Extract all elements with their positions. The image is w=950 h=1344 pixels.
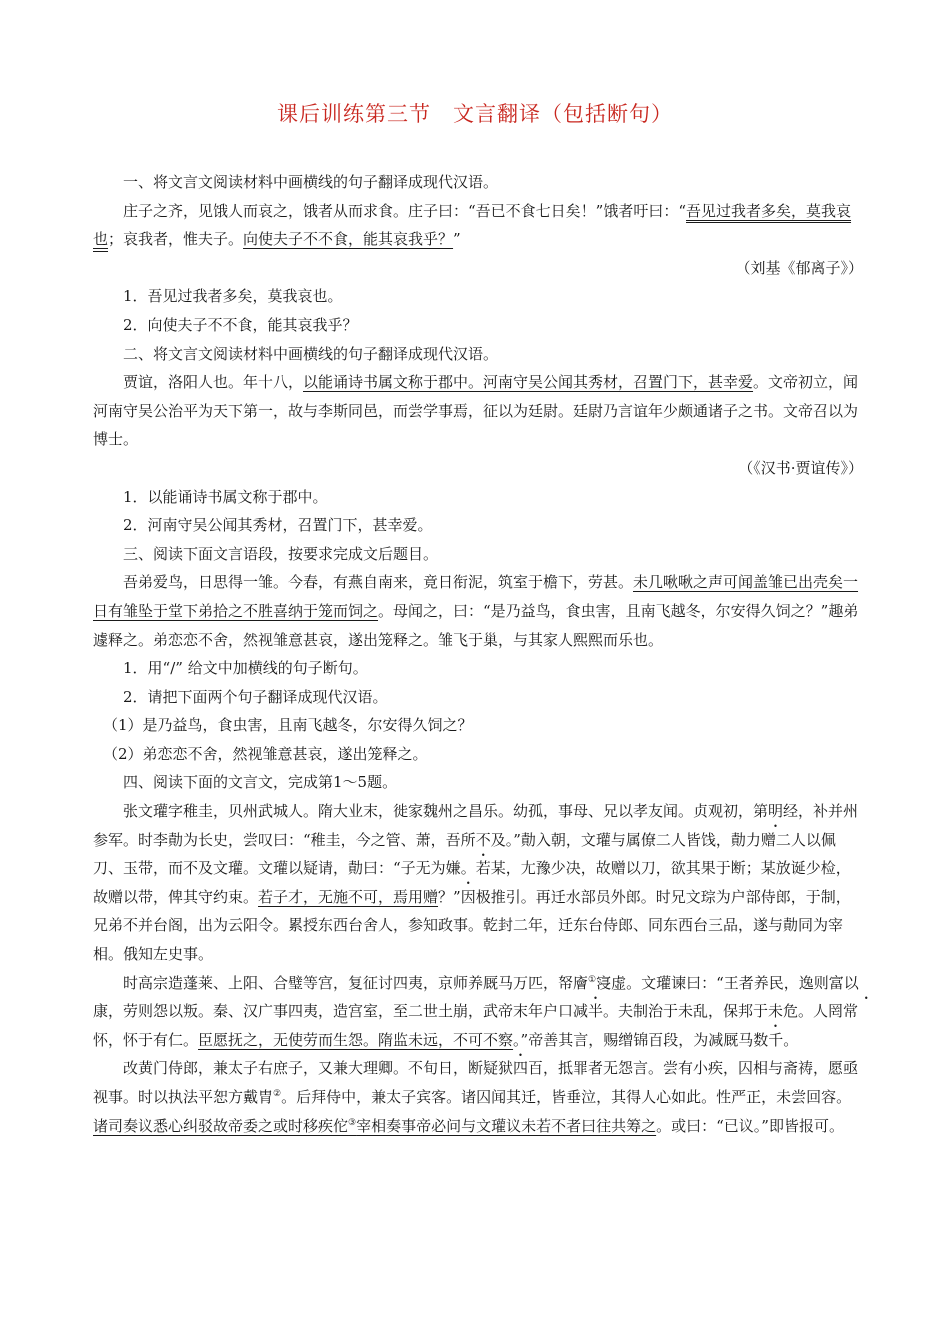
dotted-character: 察 xyxy=(498,1030,514,1049)
passage-text: 。文帝初立，闻河南守吴公治平为天下第一，故与李斯同邑，而尝学事焉，征以为廷尉。廷尉乃言谊年少颇通诸子之书。文帝召以为博士。 xyxy=(93,373,859,449)
passage-text: 不及。”勣入朝，文瓘与属僚二人皆饯，勣力赠二人以佩刀、玉带，而不及文瓘。文瓘以疑请，勣曰：“子无为 xyxy=(93,830,836,878)
passage-text: 贾谊，洛阳人也。年十八， xyxy=(123,373,304,392)
passage-text: 康，劳则怨以叛。秦、汉广事四夷，造宫室，至二世土崩，武帝末年户口减半。夫制治于未乱，保邦 xyxy=(93,1002,754,1021)
section-2-question-2: 2．河南守吴公闻其秀材，召置门下，甚幸爱。 xyxy=(123,516,433,535)
underlined-sentence-2: 向使夫子不不食，能其哀我乎？ xyxy=(243,230,454,249)
dotted-character: 所 xyxy=(460,830,476,849)
passage-text: 张文瓘字稚圭，贝州武城人。隋大业末，徙家魏州之昌乐。幼孤，事母、兄以孝友闻。贞观初， xyxy=(123,802,754,821)
dotted-character: 第 xyxy=(753,802,769,821)
section-1-heading: 一、将文言文阅读材料中画横线的句子翻译成现代汉语。 xyxy=(123,173,499,191)
section-1-passage xyxy=(93,197,863,254)
underlined-sentence: 未几啾啾之声可闻盖雏已出壳矣一日有雏坠于堂下弟拾之不胜喜纳于笼而饲之 xyxy=(93,573,859,620)
section-3-question-1: 1．用“/” 给文中加横线的句子断句。 xyxy=(123,659,368,678)
section-3-question-2-item-2: （2）弟恋恋不舍，然视雏意甚哀，遂出笼释之。 xyxy=(103,744,428,763)
footnote-marker: ③ xyxy=(348,1117,357,1128)
section-4-paragraph-3 xyxy=(93,1054,863,1140)
worksheet-content xyxy=(93,168,863,1140)
passage-text: 。”帝善其言，赐缯锦百段，为减厩马数千。 xyxy=(513,1030,799,1049)
dotted-character: 廥 xyxy=(573,973,589,992)
passage-text: ；哀我者，惟夫子。 xyxy=(108,230,244,249)
passage-text: 庄子之齐，见饿人而哀之，饿者从而求食。庄子曰：“吾已不食七日矣！”饿者吁曰：“ xyxy=(123,201,687,220)
underlined-text: 宰相奏事帝必问与文瓘议未若不者曰往共筹之 xyxy=(356,1116,657,1135)
section-3-question-2-item-1: （1）是乃益鸟，食虫害，且南飞越冬，尔安得久饲之？ xyxy=(103,716,473,735)
dotted-character: 嫌 xyxy=(445,859,461,878)
passage-text: 。若某，尢豫少决，故赠以刀，欲其果于断；某放诞少检，故赠以带，俾其守约束。 xyxy=(93,859,851,906)
section-3-heading: 三、阅读下面文言语段，按要求完成文后题目。 xyxy=(123,544,439,563)
title-part-2: 文言翻译（包括断句） xyxy=(453,102,673,126)
passage-text: 。后拜侍中，兼太子宾客。诸囚闻其迁，皆垂泣，其得人心如此。性严正，未尝回容。 xyxy=(281,1088,852,1106)
dotted-character: 以 xyxy=(843,973,859,992)
underlined-sentence xyxy=(93,1117,656,1135)
section-1-question-1: 1．吾见过我者多矣，莫我哀也。 xyxy=(123,287,343,306)
passage-text: 吾弟爱鸟，日思得一雏。今春，有燕自南来，竟日衔泥，筑室于檐下，劳甚。 xyxy=(123,573,634,592)
underlined-text: 臣愿抚之，无使劳而生怨。隋监未远，不可不 xyxy=(198,1030,499,1049)
section-4-heading: 四、阅读下面的文言文，完成第1～5题。 xyxy=(123,773,398,792)
section-2-passage xyxy=(93,368,863,454)
dotted-character: 于 xyxy=(753,1002,769,1021)
page-title xyxy=(0,98,950,128)
passage-text: 时高宗造蓬莱、上阳、合璧等宫，复征讨四夷，京师养厩马万匹，帑 xyxy=(123,973,574,992)
section-2-question-1: 1．以能诵诗书属文称于郡中。 xyxy=(123,487,328,506)
passage-text: ？”因极推引。再迁水部员外郎。时兄文琮为户部侍郎，于制，兄弟不并台阁，出为云阳令。累授东西台舍人，参知政事。乾封二年，迁东台侍郎、同东西台三品，遂与勣同为宰相。俄知左史事。 xyxy=(93,887,851,964)
underlined-text: 诸司奏议悉心纠驳故帝委之或时移疾佗 xyxy=(93,1116,349,1135)
passage-text: 。母闻之，曰：“是乃益鸟，食虫害，且南飞越冬，尔安得久饲之？”趣弟遽释之。弟恋恋不舍，然视雏意甚哀，遂出笼释之。雏飞于巢，与其家人熙熙而乐也。 xyxy=(93,601,859,649)
section-1-question-2: 2．向使夫子不不食，能其哀我乎？ xyxy=(123,315,358,334)
passage-text: 改黄门侍郎，兼太子右庶子，又兼大理卿。不旬日，断疑狱四百，抵罪者无怨言。尝有小疾，囚相与斋祷，愿亟视事。时以执法平恕方戴胄 xyxy=(93,1059,859,1106)
title-part-1: 课后训练第三节 xyxy=(277,102,431,126)
underlined-sentence: 若子才，无施不可，焉用赠 xyxy=(258,887,439,906)
footnote-marker: ② xyxy=(273,1089,282,1099)
section-4-paragraph-2 xyxy=(93,969,863,1055)
section-2-heading: 二、将文言文阅读材料中画横线的句子翻译成现代汉语。 xyxy=(123,344,499,363)
footnote-marker: ① xyxy=(588,974,597,985)
section-1-source: （刘基《郁离子》） xyxy=(735,258,863,277)
section-3-passage xyxy=(93,568,863,654)
passage-text: ” xyxy=(453,230,461,249)
passage-text: 。或曰：“已议。”即皆报可。 xyxy=(656,1116,844,1135)
underlined-sentence: 以能诵诗书属文称于郡中。河南守吴公闻其秀材，召置门下，甚幸爱 xyxy=(303,373,754,392)
section-2-source: （《汉书·贾谊传》） xyxy=(738,458,863,477)
section-4-paragraph-1 xyxy=(93,797,863,969)
underlined-sentence xyxy=(198,1031,513,1049)
passage-text: 明经，补并州参军。时李勣为长史，尝叹曰：“稚圭，今之管、萧，吾 xyxy=(93,802,859,849)
underlined-sentence-1: 吾见过我者多矣，莫我哀也 xyxy=(93,201,852,249)
passage-text: 寖虚。文瓘谏曰：“王者养民，逸则富 xyxy=(596,973,844,992)
passage-text: 未危。人罔常怀，怀于有仁。 xyxy=(93,1002,859,1049)
section-3-question-2: 2．请把下面两个句子翻译成现代汉语。 xyxy=(123,687,388,706)
